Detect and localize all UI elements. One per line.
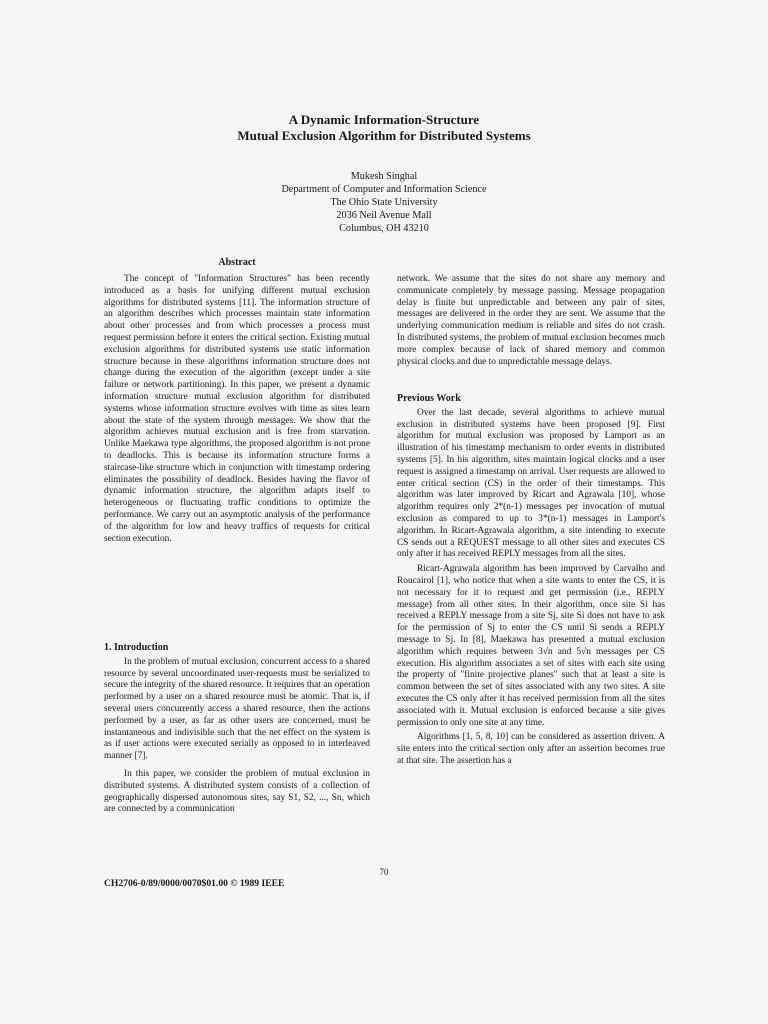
abstract-section bbox=[104, 274, 370, 545]
continuation-section bbox=[397, 274, 665, 368]
page-number: 70 bbox=[379, 867, 389, 877]
previous-work-paragraph-1: Over the last decade, several algorithms to achieve mutual exclusion in distributed systems have been proposed [9]. First algorithm for mutual exclusion was proposed by Lamport as an illustration of his timestamp mechanism to order events in distributed systems [5]. In his algorithm, sites maintain logical clocks and a user request is assigned a timestamp on arrival. User requests are allowed to enter critical section (CS) in the order of their timestamps. This algorithm was later improved by Ricart and Agrawala [10], whose algorithm requires only 2*(n-1) messages per invocation of mutual exclusion as compared to up to 3*(n-1) messages in Lamport's algorithm. In Ricart-Agrawala algorithm, a site intending to execute CS sends out a REQUEST message to all other sites and executes CS only after it has received REPLY messages from all the sites. bbox=[397, 407, 665, 560]
author-university: The Ohio State University bbox=[330, 197, 438, 208]
author-name: Mukesh Singhal bbox=[350, 171, 418, 182]
author-street: 2036 Neil Avenue Mall bbox=[336, 210, 432, 221]
copyright-footer: CH2706-0/89/0000/0070$01.00 © 1989 IEEE bbox=[104, 878, 285, 889]
previous-work-heading: Previous Work bbox=[397, 393, 461, 404]
abstract-text: The concept of "Information Structures" has been recently introduced as a basis for unifying different mutual exclusion algorithms for distributed systems [11]. The information structure of an algorithm describes which processes maintain state information about other processes and from which processes a process must request permission before it enters the critical section. Existing mutual exclusion algorithms for distributed systems use static information structure because in these algorithms information structure does not change during the execution of the algorithm (except under a site failure or network partitioning). In this paper, we present a dynamic information structure mutual exclusion algorithm for distributed systems whose information structure evolves with time as sites learn about the state of the system through messages. We show that the algorithm achieves mutual exclusion and is free from starvation. Unlike Maekawa type algorithms, the proposed algorithm is not prone to deadlocks. This is because its information structure forms a staircase-like structure which in conjunction with timestamp ordering eliminates the possibility of deadlock. Besides having the flavor of dynamic information structure, the algorithm adapts itself to heterogeneous or fluctuating traffic conditions to optimize the performance. We carry out an asymptotic analysis of the performance of the algorithm for low and heavy traffics of requests for critical section execution. bbox=[104, 274, 370, 544]
abstract-heading: Abstract bbox=[218, 257, 256, 268]
introduction-paragraph-1: In the problem of mutual exclusion, concurrent access to a shared resource by several uncoordinated user-requests must be serialized to secure the integrity of the shared resource. It requires that an operation performed by a user on a shared resource must be atomic. That is, if several users concurrently access a shared resource, then the actions performed by a user, as far as other users are concerned, must be instantaneous and indivisible such that the net effect on the system is as if user actions were executed serially as opposed to in interleaved manner [7]. bbox=[104, 656, 371, 762]
title-line-1: A Dynamic Information-Structure bbox=[288, 112, 480, 127]
title-line-2: Mutual Exclusion Algorithm for Distributed Systems bbox=[237, 128, 531, 143]
introduction-section bbox=[104, 642, 370, 816]
previous-work-section bbox=[397, 393, 665, 768]
author-city: Columbus, OH 43210 bbox=[339, 223, 429, 234]
introduction-heading: 1. Introduction bbox=[104, 642, 169, 653]
paper-title bbox=[0, 112, 768, 144]
author-department: Department of Computer and Information Science bbox=[281, 184, 487, 195]
previous-work-paragraph-3: Algorithms [1, 5, 8, 10] can be considered as assertion driven. A site enters into the critical section only after an assertion becomes true at that site. The assertion has a bbox=[397, 732, 665, 766]
continuation-paragraph: network. We assume that the sites do not share any memory and communicate completely by message passing. Message propagation delay is finite but unpredictable and between any pair of sites, messages are delivered in the order they are sent. We assume that the underlying communication medium is reliable and sites do not crash. In distributed systems, the problem of mutual exclusion becomes much more complex because of lack of shared memory and common physical clocks and due to unpredictable message delays. bbox=[397, 274, 665, 367]
author-block bbox=[0, 170, 768, 235]
introduction-paragraph-2: In this paper, we consider the problem of mutual exclusion in distributed systems. A distributed system consists of a collection of geographically dispersed autonomous sites, say S1, S2, ..., Sn, which are connected by a communication bbox=[104, 768, 370, 815]
previous-work-paragraph-2: Ricart-Agrawala algorithm has been improved by Carvalho and Roucairol [1], who notice that when a site wants to enter the CS, it is not necessary for it to request and get permission (i.e., REPLY message) from all other sites. In their algorithm, once site Si has received a REPLY message from a site Sj, site Si does not have to ask for the permission of Sj to enter the CS until Si sends a REPLY message to Sj. In [8], Maekawa has presented a mutual exclusion algorithm which requires between 3√n and 5√n messages per CS execution. His algorithm associates a set of sites with each site using the property of "finite projective planes" such that at least a site is common between the set of sites associated with any two sites. A site executes the CS only after it has received permission from all the sites associated with it. Mutual exclusion is enforced because a site gives permission to only one site at any time. bbox=[397, 564, 665, 728]
